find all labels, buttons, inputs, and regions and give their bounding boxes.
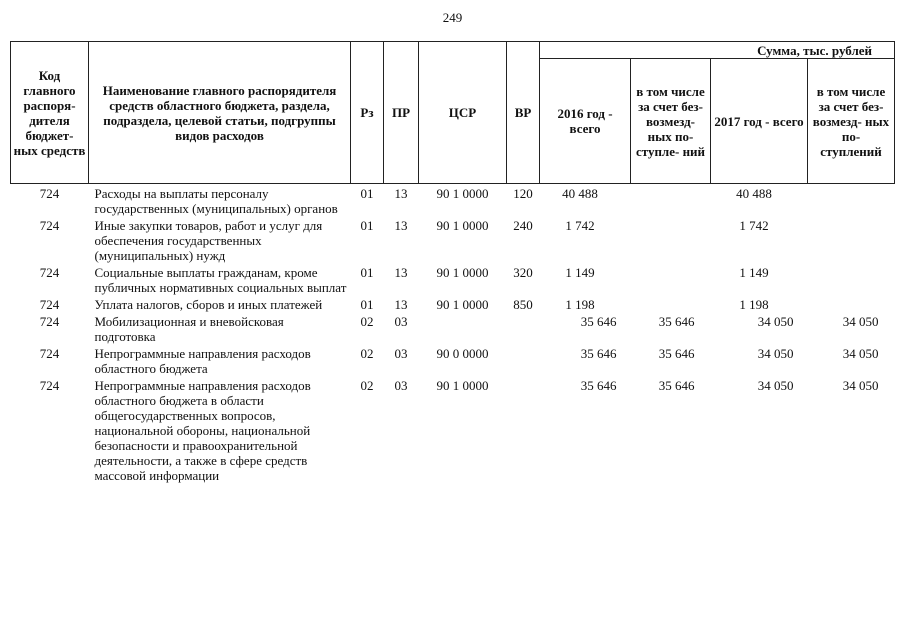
table-row [11, 265, 895, 297]
cell-pr: 03 [394, 314, 408, 329]
header-2017-total: 2017 год - всего [711, 59, 808, 184]
cell-kod: 724 [39, 314, 60, 329]
header-csr: ЦСР [419, 42, 507, 184]
table-row [11, 297, 895, 314]
header-name: Наименование главного распорядителя средств областного бюджета, раздела, подраздела, целевой статьи, подгруппы видов расходов [89, 42, 351, 184]
cell-kod: 724 [39, 346, 60, 361]
cell-2016-grants: 35 646 [658, 314, 695, 329]
cell-kod: 724 [39, 218, 60, 233]
cell-2017-total: 40 488 [736, 186, 772, 201]
cell-2016-total: 40 488 [562, 186, 598, 201]
cell-name: Социальные выплаты гражданам, кроме публичных нормативных социальных выплат [94, 265, 347, 295]
cell-name: Непрограммные направления расходов областного бюджета [94, 346, 311, 376]
cell-pr: 13 [394, 186, 408, 201]
cell-kod: 724 [39, 186, 60, 201]
cell-name: Иные закупки товаров, работ и услуг для обеспечения государственных (муниципальных) нужд [94, 218, 323, 263]
cell-2017-grants: 34 050 [842, 346, 879, 361]
cell-2016-grants [631, 265, 711, 297]
cell-csr: 90 1 0000 [436, 297, 489, 312]
cell-2016-total: 35 646 [580, 378, 617, 393]
cell-name: Расходы на выплаты персоналу государственных (муниципальных) органов [94, 186, 338, 216]
cell-2017-total: 34 050 [757, 346, 794, 361]
cell-2017-total: 34 050 [757, 314, 794, 329]
cell-2016-total: 35 646 [580, 314, 617, 329]
cell-csr: 90 1 0000 [436, 378, 489, 393]
cell-2017-total: 1 149 [739, 265, 769, 280]
header-rz: Рз [351, 42, 384, 184]
cell-name: Непрограммные направления расходов областного бюджета в области общегосударственных вопросов, национальной обороны, национальной безопасности и правоохранительной деятельности, а также в сфере средств массовой информации [94, 378, 311, 483]
cell-2017-grants: 34 050 [842, 378, 879, 393]
cell-rz: 01 [360, 218, 374, 233]
header-2016-total: 2016 год - всего [540, 59, 631, 184]
cell-2017-total: 1 198 [739, 297, 769, 312]
cell-csr [419, 314, 507, 346]
cell-rz: 01 [360, 186, 374, 201]
cell-vr [507, 378, 540, 485]
cell-vr [507, 346, 540, 378]
cell-pr: 03 [394, 346, 408, 361]
cell-rz: 01 [360, 297, 374, 312]
cell-kod: 724 [39, 378, 60, 393]
header-sum: Сумма, тыс. рублей [540, 42, 895, 59]
cell-2017-grants [808, 265, 895, 297]
cell-rz: 02 [360, 314, 374, 329]
cell-2016-grants [631, 184, 711, 219]
cell-name: Мобилизационная и вневойсковая подготовка [94, 314, 284, 344]
table-row [11, 346, 895, 378]
header-vr: ВР [507, 42, 540, 184]
cell-2016-grants [631, 218, 711, 265]
cell-vr: 850 [513, 297, 533, 312]
cell-rz: 01 [360, 265, 374, 280]
cell-kod: 724 [39, 297, 60, 312]
cell-vr [507, 314, 540, 346]
page-number: 249 [442, 10, 463, 25]
header-pr: ПР [384, 42, 419, 184]
cell-2017-grants: 34 050 [842, 314, 879, 329]
cell-2016-total: 1 742 [565, 218, 595, 233]
cell-csr: 90 1 0000 [436, 218, 489, 233]
cell-csr: 90 0 0000 [436, 346, 489, 361]
header-2017-grants: в том числе за счет без- возмезд- ных по- ступлений [808, 59, 895, 184]
cell-pr: 13 [394, 218, 408, 233]
cell-vr: 320 [513, 265, 533, 280]
cell-2017-grants [808, 297, 895, 314]
cell-name: Уплата налогов, сборов и иных платежей [94, 297, 323, 312]
cell-2016-grants: 35 646 [658, 378, 695, 393]
cell-pr: 13 [394, 265, 408, 280]
cell-2017-grants [808, 184, 895, 219]
cell-2017-total: 34 050 [757, 378, 794, 393]
cell-pr: 13 [394, 297, 408, 312]
table-row [11, 184, 895, 219]
table-row [11, 378, 895, 485]
cell-2016-total: 1 149 [565, 265, 595, 280]
table-row [11, 314, 895, 346]
cell-2017-total: 1 742 [739, 218, 769, 233]
cell-2016-total: 35 646 [580, 346, 617, 361]
cell-2016-grants [631, 297, 711, 314]
cell-csr: 90 1 0000 [436, 186, 489, 201]
header-2016-grants: в том числе за счет без- возмезд- ных по- ступле- ний [631, 59, 711, 184]
cell-2017-grants [808, 218, 895, 265]
cell-2016-total: 1 198 [565, 297, 595, 312]
table-row [11, 218, 895, 265]
budget-table [10, 41, 895, 485]
cell-csr: 90 1 0000 [436, 265, 489, 280]
cell-rz: 02 [360, 378, 374, 393]
cell-vr: 120 [513, 186, 533, 201]
cell-kod: 724 [39, 265, 60, 280]
cell-pr: 03 [394, 378, 408, 393]
header-kod: Код главного распоря- дителя бюджет- ных средств [11, 42, 89, 184]
cell-vr: 240 [513, 218, 533, 233]
cell-rz: 02 [360, 346, 374, 361]
cell-2016-grants: 35 646 [658, 346, 695, 361]
